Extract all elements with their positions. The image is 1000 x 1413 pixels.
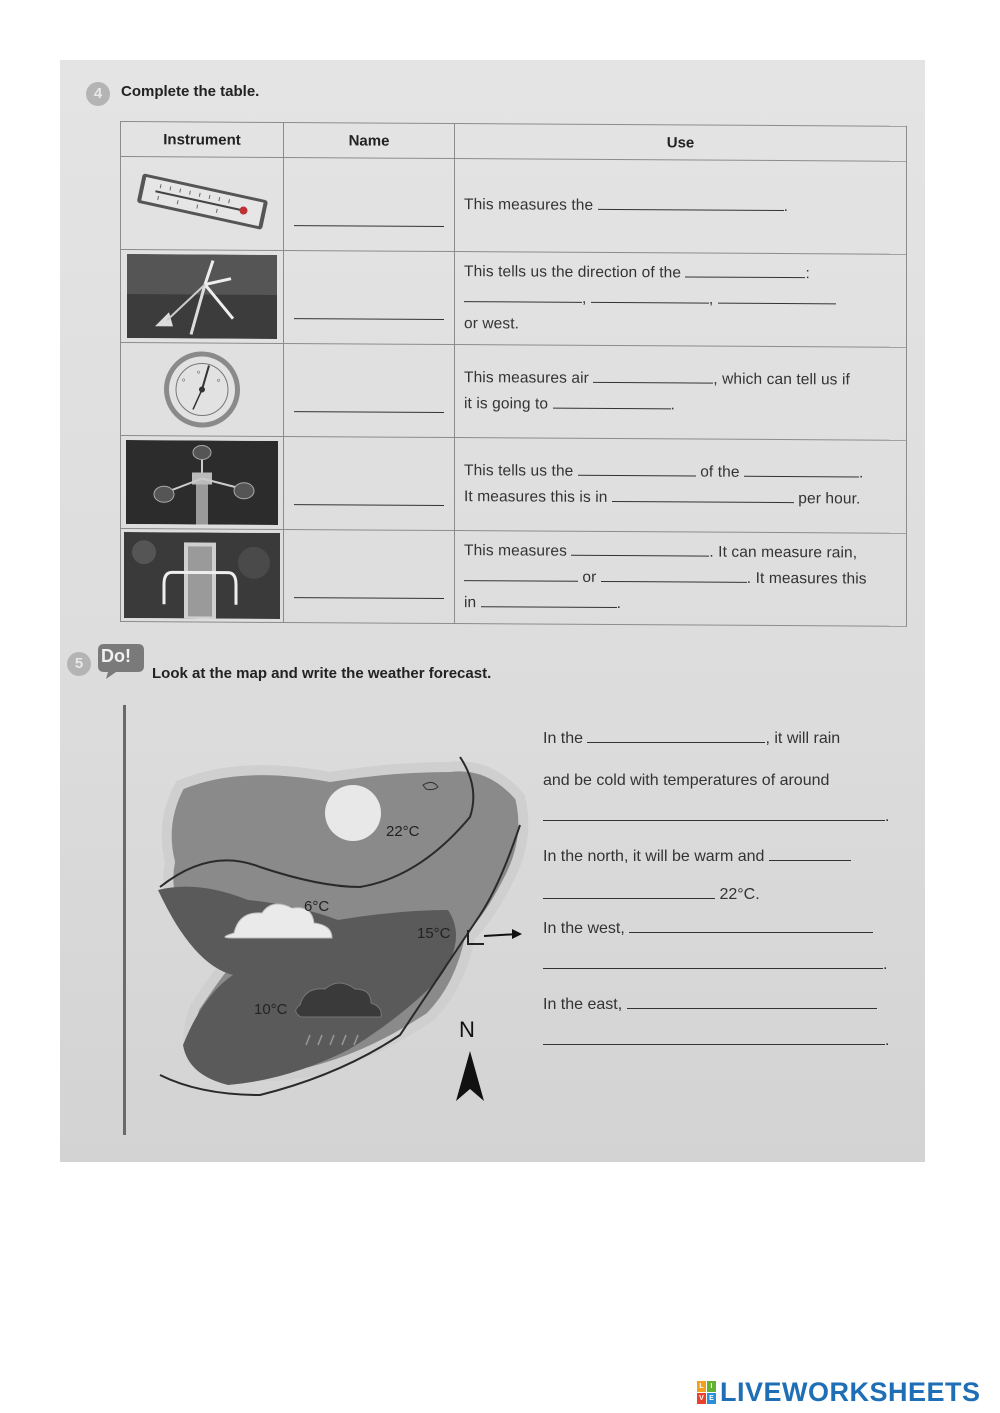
table-row xyxy=(121,436,907,534)
name-answer-cell[interactable] xyxy=(284,343,455,437)
answer-blank[interactable] xyxy=(601,567,747,583)
answer-blank[interactable] xyxy=(593,368,713,384)
forecast-line-text: In the west, xyxy=(543,920,625,937)
answer-blank[interactable] xyxy=(553,394,671,410)
forecast-line-text: In the xyxy=(543,730,584,747)
answer-blank[interactable] xyxy=(543,954,883,969)
svg-text:o: o xyxy=(197,369,201,376)
brand-name: LIVEWORKSHEETS xyxy=(720,1377,981,1407)
forecast-line-text: 22°C. xyxy=(719,886,760,903)
instrument-cell xyxy=(121,250,284,344)
weather-vane-icon xyxy=(127,254,277,339)
exercise-number-badge: 4 xyxy=(86,82,110,106)
answer-blank[interactable] xyxy=(612,487,794,503)
do-label: Do! xyxy=(101,646,131,666)
svg-text:o: o xyxy=(182,377,186,384)
name-answer-line[interactable] xyxy=(294,585,444,599)
use-cell: This measures air , which can tell us if it is going to . xyxy=(455,345,907,441)
use-text: This measures the xyxy=(464,196,594,214)
liveworksheets-logo xyxy=(697,1377,981,1408)
answer-blank[interactable] xyxy=(627,994,877,1009)
instrument-cell xyxy=(121,157,284,251)
answer-blank[interactable] xyxy=(591,288,709,304)
anemometer-icon xyxy=(126,440,278,525)
table-row xyxy=(121,157,907,255)
answer-blank[interactable] xyxy=(598,195,784,211)
answer-blank[interactable] xyxy=(685,262,805,278)
map-label-center-temp: 6°C xyxy=(304,898,330,915)
rain-gauge-icon xyxy=(124,532,280,619)
use-cell: This tells us the of the . It measures this is in per hour. xyxy=(455,438,907,534)
column-header-use: Use xyxy=(455,124,907,162)
answer-blank[interactable] xyxy=(587,728,765,743)
map-label-north-temp: 22°C xyxy=(386,823,420,840)
name-answer-line[interactable] xyxy=(294,399,444,413)
instrument-cell xyxy=(121,343,284,437)
answer-blank[interactable] xyxy=(464,287,582,303)
map-label-south-temp: 10°C xyxy=(254,1001,288,1018)
answer-blank[interactable] xyxy=(543,884,715,899)
name-answer-cell[interactable] xyxy=(284,157,455,251)
name-answer-cell[interactable] xyxy=(284,436,455,530)
instrument-cell xyxy=(121,436,284,530)
forecast-line-text: . xyxy=(883,956,888,973)
answer-blank[interactable] xyxy=(481,592,617,608)
forecast-line-text: , it will rain xyxy=(765,730,841,747)
answer-blank[interactable] xyxy=(571,541,709,557)
name-answer-cell[interactable] xyxy=(284,250,455,344)
table-row xyxy=(121,343,907,441)
weather-map xyxy=(140,755,530,1115)
use-cell: This measures the . xyxy=(455,159,907,255)
forecast-line-text: . xyxy=(885,808,890,825)
forecast-line-text: In the east, xyxy=(543,996,623,1013)
answer-blank[interactable] xyxy=(464,566,578,582)
barometer-icon xyxy=(157,349,247,430)
instrument-cell xyxy=(121,529,284,623)
name-answer-line[interactable] xyxy=(294,306,444,320)
table-row xyxy=(121,529,907,627)
forecast-line-text: . xyxy=(885,1032,890,1049)
column-header-name: Name xyxy=(284,122,455,158)
answer-blank[interactable] xyxy=(769,846,851,861)
answer-blank[interactable] xyxy=(744,462,859,478)
answer-blank[interactable] xyxy=(543,1030,885,1045)
use-cell: This measures . It can measure rain, or . It measures this in . xyxy=(455,531,907,627)
name-answer-line[interactable] xyxy=(294,492,444,506)
name-answer-line[interactable] xyxy=(294,213,444,227)
do-badge xyxy=(96,640,146,680)
answer-blank[interactable] xyxy=(718,289,836,305)
map-label-east-temp: 15°C xyxy=(417,925,451,942)
name-answer-cell[interactable] xyxy=(284,529,455,623)
exercise-5-instruction: Look at the map and write the weather forecast. xyxy=(152,665,492,682)
exercise-number-badge: 5 xyxy=(67,652,91,676)
answer-blank[interactable] xyxy=(629,918,873,933)
exercise-4-instruction: Complete the table. xyxy=(121,83,260,100)
table-row xyxy=(121,250,907,348)
answer-blank[interactable] xyxy=(543,806,885,821)
forecast-line-text: In the north, it will be warm and xyxy=(543,848,765,865)
answer-blank[interactable] xyxy=(578,461,696,477)
forecast-line-text: and be cold with temperatures of around xyxy=(543,772,830,789)
thermometer-icon xyxy=(132,168,272,239)
compass-north-label: N xyxy=(459,1017,475,1042)
map-frame-line xyxy=(123,705,126,1135)
use-cell: This tells us the direction of the : , , or west. xyxy=(455,252,907,348)
svg-text:o: o xyxy=(217,377,221,384)
column-header-instrument: Instrument xyxy=(121,122,284,158)
instrument-table xyxy=(120,121,907,627)
logo-mark-icon: L I V E xyxy=(697,1381,716,1404)
